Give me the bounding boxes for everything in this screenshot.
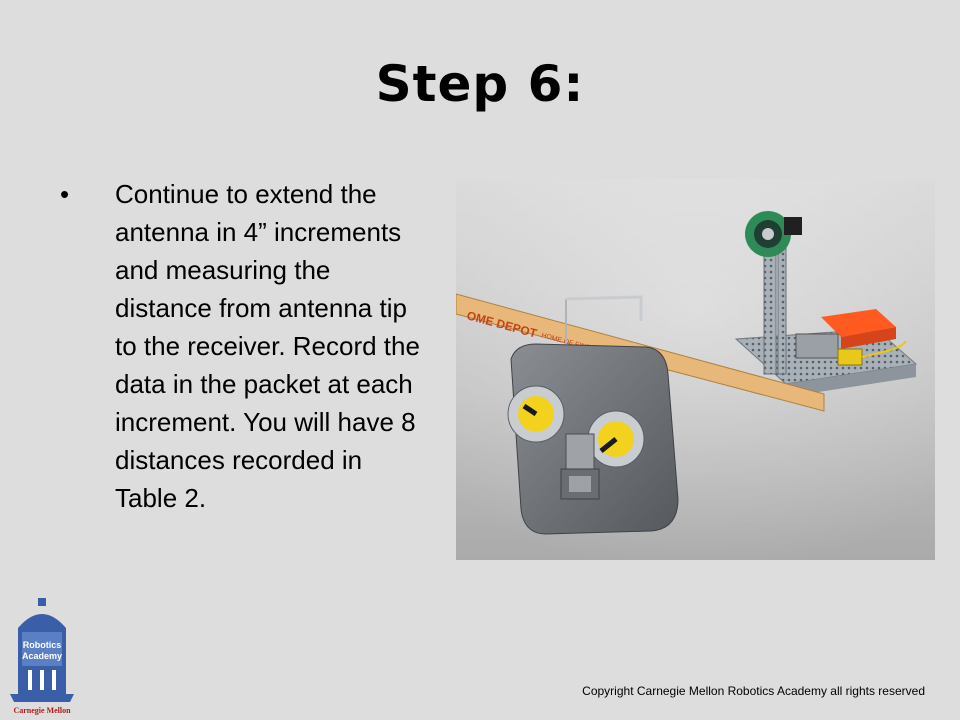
ruler-brand: OME DEPOT bbox=[465, 308, 539, 341]
bullet-item bbox=[60, 175, 430, 517]
robotics-academy-logo bbox=[6, 598, 78, 716]
copyright-text: Copyright Carnegie Mellon Robotics Academy all rights reserved bbox=[582, 684, 925, 698]
bullet-dot: • bbox=[60, 179, 70, 209]
slide-title: Step 6: bbox=[375, 55, 585, 113]
logo-caption: Carnegie Mellon bbox=[13, 706, 71, 715]
bullet-text: Continue to extend the antenna in 4” increments and measuring the distance from antenna tip to the receiver. Record the data in the packet at each increment. You will have 8 distances recorded in Table 2. bbox=[115, 179, 420, 513]
logo-line2: Academy bbox=[21, 651, 63, 661]
logo-line1: Robotics bbox=[22, 640, 62, 650]
photo-controller-and-robot bbox=[456, 179, 935, 560]
